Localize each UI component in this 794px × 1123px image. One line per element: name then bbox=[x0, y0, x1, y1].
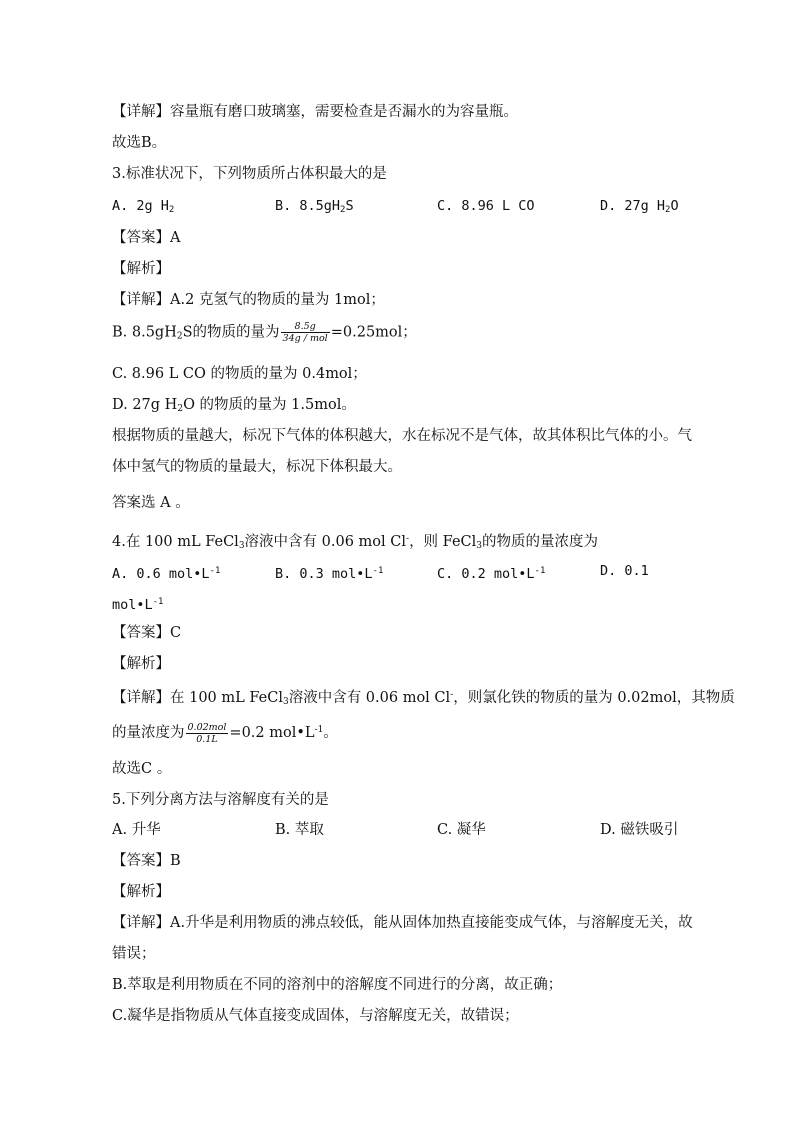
q5-option-b: B. 萃取 bbox=[275, 822, 324, 838]
q3-reason-line2: 体中氢气的物质的量最大，标况下体积最大。 bbox=[112, 459, 402, 475]
q4-conclusion: 故选C 。 bbox=[112, 761, 172, 777]
q4-detail-line2: 的量浓度为 $\frac{\text{0.02mol}}{0.1L}$ =0.2 $mol•L^{-1}$。 bbox=[112, 721, 338, 745]
fraction: $\frac{\text{0.02mol}}{0.1L}$ bbox=[187, 721, 227, 745]
q3-detail-a: 【详解】A.2 克氢气的物质的量为 1mol； bbox=[112, 292, 385, 308]
q5-option-a: A. 升华 bbox=[112, 822, 161, 838]
q3-option-b: B. $8.5gH_2S$ bbox=[275, 198, 354, 215]
q4-option-a: A. 0.6 $mol•L^{-1}$ bbox=[112, 566, 221, 582]
q5-detail-a-line2: 错误； bbox=[112, 946, 156, 962]
q4-option-d: D. 0.1 bbox=[600, 563, 649, 579]
q5-detail-b: B.萃取是利用物质在不同的溶剂中的溶解度不同进行的分离，故正确； bbox=[112, 977, 563, 993]
q3-reason-line1: 根据物质的量越大，标况下气体的体积越大，水在标况不是气体，故其体积比气体的小。气 bbox=[112, 428, 692, 444]
q5-answer: 【答案】B bbox=[112, 853, 181, 869]
q3-conclusion: 答案选 A 。 bbox=[112, 495, 190, 511]
q3-detail-b: B. $8.5gH_2S$的物质的量为 $\frac{8.5g}{\text{34g / mol}}$ =0.25mol； bbox=[112, 321, 417, 344]
q5-option-d: D. 磁铁吸引 bbox=[600, 822, 679, 838]
q3-analysis: 【解析】 bbox=[112, 261, 170, 277]
q4-question: 4.在 100 mL FeCl$_3$溶液中含有 0.06 mol Cl-，则 FeCl$_3$的物质的量浓度为 bbox=[112, 534, 598, 551]
q5-question: 5.下列分离方法与溶解度有关的是 bbox=[112, 792, 329, 808]
q3-detail-d: D. 27g $H_2O$ 的物质的量为 1.5mol。 bbox=[112, 397, 356, 414]
q5-option-c: C. 凝华 bbox=[437, 822, 486, 838]
q3-option-a: A. 2g $H_2$ bbox=[112, 198, 175, 215]
q4-option-d-cont: $mol•L^{-1}$ bbox=[112, 597, 164, 613]
q4-analysis: 【解析】 bbox=[112, 656, 170, 672]
q3-detail-c: C. 8.96 L CO 的物质的量为 0.4mol； bbox=[112, 366, 367, 382]
q3-option-c: C. 8.96 L CO bbox=[437, 198, 535, 214]
q4-option-c: C. 0.2 $mol•L^{-1}$ bbox=[437, 566, 546, 582]
q2-conclusion: 故选B。 bbox=[112, 135, 167, 151]
q4-answer: 【答案】C bbox=[112, 625, 182, 641]
q2-detail bbox=[112, 102, 518, 122]
fraction: $\frac{8.5g}{\text{34g / mol}}$ bbox=[282, 321, 328, 344]
q5-analysis: 【解析】 bbox=[112, 884, 170, 900]
q4-detail-line1: 【详解】在 100 mL FeCl$_3$溶液中含有 0.06 mol Cl-，则氯化铁的物质的量为 0.02mol，其物质 bbox=[112, 690, 735, 707]
detail-tag: 【详解】 bbox=[112, 104, 170, 120]
q3-option-d: D. 27g $H_2O$ bbox=[600, 198, 679, 215]
q5-detail-a-line1: 【详解】A.升华是利用物质的沸点较低，能从固体加热直接能变成气体，与溶解度无关，故 bbox=[112, 915, 693, 931]
q3-answer: 【答案】A bbox=[112, 230, 181, 246]
q5-detail-c: C.凝华是指物质从气体直接变成固体，与溶解度无关，故错误； bbox=[112, 1008, 519, 1024]
detail-text: 容量瓶有磨口玻璃塞，需要检查是否漏水的为容量瓶。 bbox=[170, 104, 518, 120]
q3-question: 3.标准状况下，下列物质所占体积最大的是 bbox=[112, 166, 387, 182]
q4-option-b: B. 0.3 $mol•L^{-1}$ bbox=[275, 566, 384, 582]
